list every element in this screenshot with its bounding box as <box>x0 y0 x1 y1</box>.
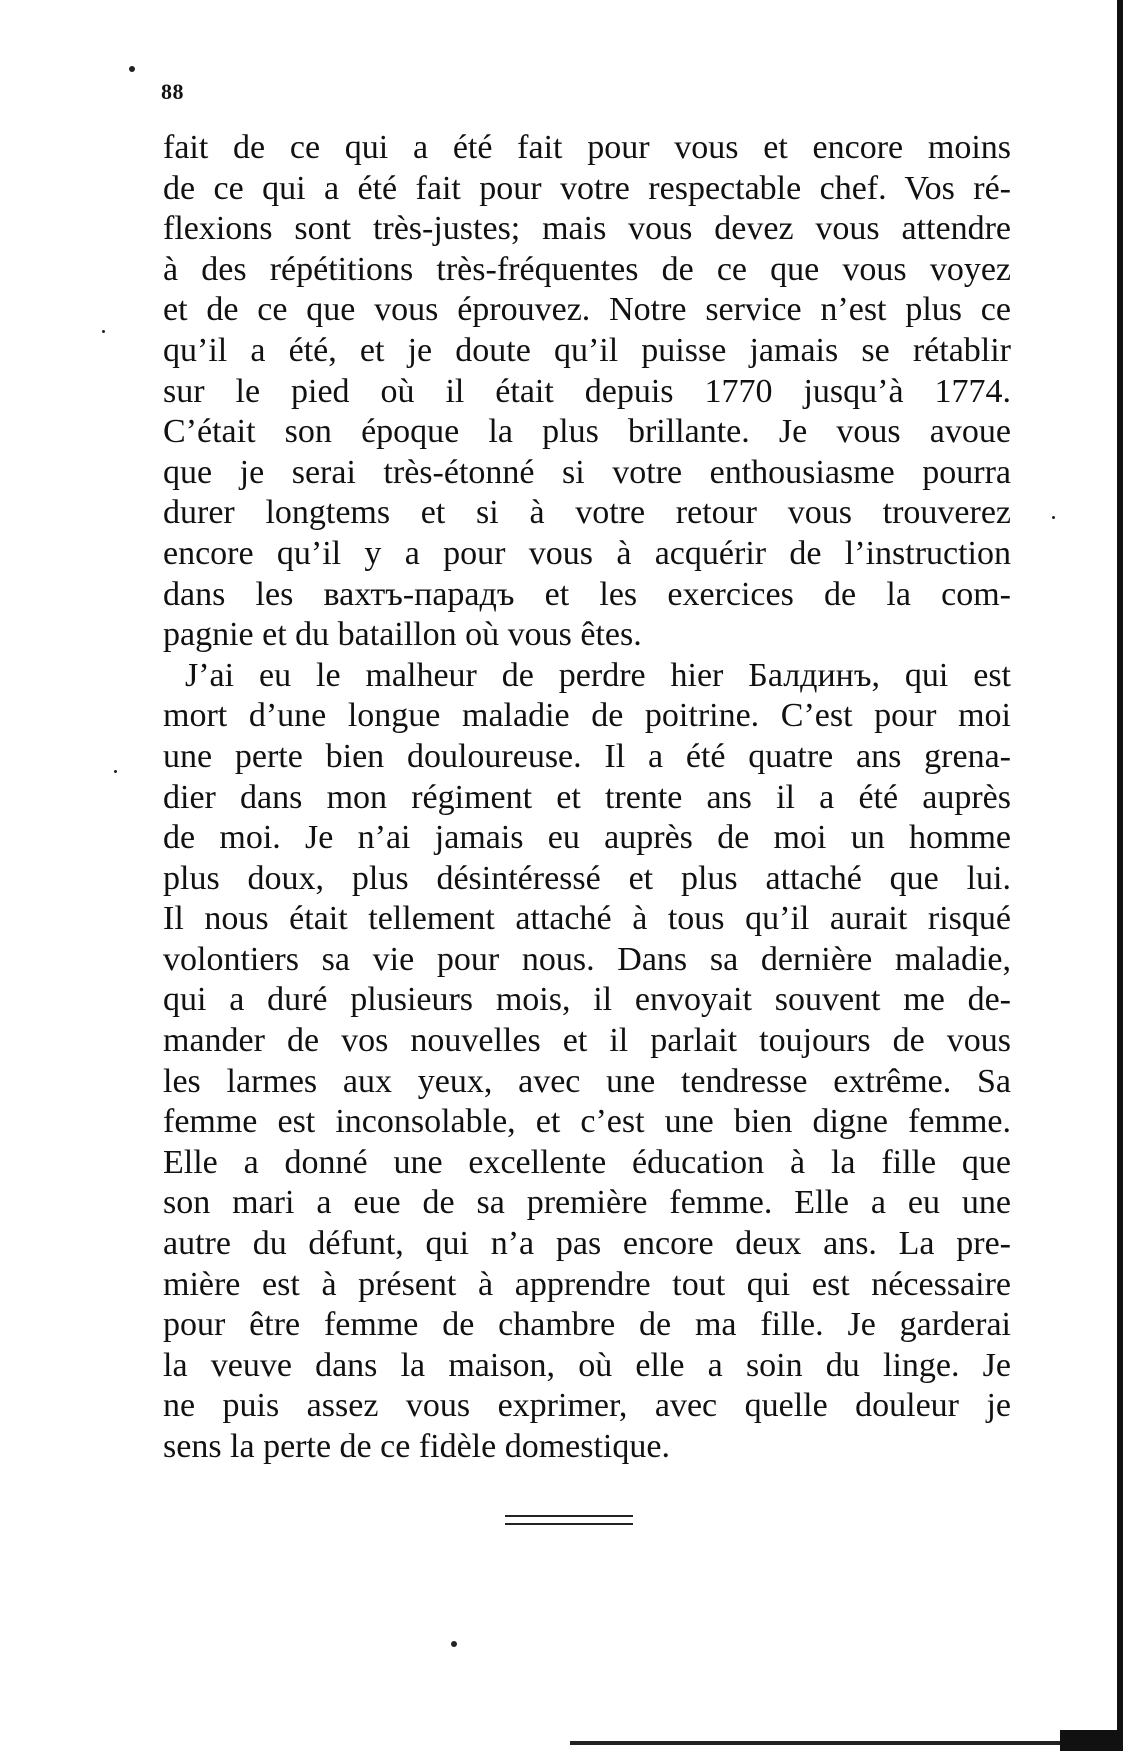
text-line: C’était son époque la plus brillante. Je vous avoue <box>163 413 1011 451</box>
text-line: Elle a donné une excellente éducation à la fille que <box>163 1143 1011 1181</box>
scan-edge-mark <box>570 1741 1118 1745</box>
scan-corner-mark <box>1060 1730 1118 1751</box>
text-line: pour être femme de chambre de ma fille. Je garderai <box>163 1306 1011 1344</box>
text-line: et de ce que vous éprouvez. Notre service n’est plus ce <box>163 291 1011 329</box>
section-divider <box>505 1515 633 1517</box>
text-line: dier dans mon régiment et trente ans il a été auprès <box>163 778 1011 816</box>
text-line: qu’il a été, et je doute qu’il puisse jamais se rétablir <box>163 331 1011 369</box>
text-line: flexions sont très-justes; mais vous devez vous attendre <box>163 210 1011 248</box>
text-line: de moi. Je n’ai jamais eu auprès de moi un homme <box>163 819 1011 857</box>
text-line: une perte bien douloureuse. Il a été quatre ans grena- <box>163 737 1011 775</box>
text-line: pagnie et du bataillon où vous êtes. <box>163 616 642 654</box>
section-divider <box>505 1523 633 1525</box>
body-text <box>163 128 1011 1468</box>
text-line: autre du défunt, qui n’a pas encore deux ans. La pre- <box>163 1225 1011 1263</box>
text-line: de ce qui a été fait pour votre respectable chef. Vos ré- <box>163 169 1011 207</box>
text-line: Il nous était tellement attaché à tous qu’il aurait risqué <box>163 900 1011 938</box>
text-line: sens la perte de ce fidèle domestique. <box>163 1428 670 1465</box>
text-line: la veuve dans la maison, où elle a soin du linge. Je <box>163 1346 1011 1384</box>
text-line: durer longtems et si à votre retour vous trouverez <box>163 494 1011 532</box>
text-line: fait de ce qui a été fait pour vous et encore moins <box>163 129 1011 166</box>
scan-speck <box>1052 516 1055 519</box>
text-line: J’ai eu le malheur de perdre hier Балдинъ, qui est <box>185 656 1011 694</box>
page-number: 88 <box>161 79 184 104</box>
text-line: sur le pied où il était depuis 1770 jusqu’à 1774. <box>163 372 1011 410</box>
text-line: mander de vos nouvelles et il parlait toujours de vous <box>163 1022 1011 1060</box>
text-line: mort d’une longue maladie de poitrine. C’est pour moi <box>163 697 1011 735</box>
text-line: dans les вахтъ-парадъ et les exercices de la com- <box>163 575 1011 613</box>
text-line: plus doux, plus désintéressé et plus attaché que lui. <box>163 859 1011 897</box>
text-line: son mari a eue de sa première femme. Elle a eu une <box>163 1184 1011 1222</box>
scan-speck <box>129 66 135 72</box>
text-line: volontiers sa vie pour nous. Dans sa dernière maladie, <box>163 940 1011 978</box>
scan-speck <box>451 1641 457 1647</box>
text-line: que je serai très-étonné si votre enthousiasme pourra <box>163 453 1011 491</box>
text-line: à des répétitions très-fréquentes de ce que vous voyez <box>163 250 1011 288</box>
text-line: les larmes aux yeux, avec une tendresse extrême. Sa <box>163 1062 1011 1100</box>
text-line: qui a duré plusieurs mois, il envoyait souvent me de- <box>163 981 1011 1019</box>
text-line: encore qu’il y a pour vous à acquérir de l’instruction <box>163 534 1011 572</box>
scan-speck <box>114 770 117 773</box>
text-line: mière est à présent à apprendre tout qui est nécessaire <box>163 1265 1011 1303</box>
page-edge-border <box>1117 0 1123 1751</box>
text-line: ne puis assez vous exprimer, avec quelle douleur je <box>163 1387 1011 1425</box>
scan-speck <box>102 330 105 333</box>
text-line: femme est inconsolable, et c’est une bien digne femme. <box>163 1103 1011 1141</box>
